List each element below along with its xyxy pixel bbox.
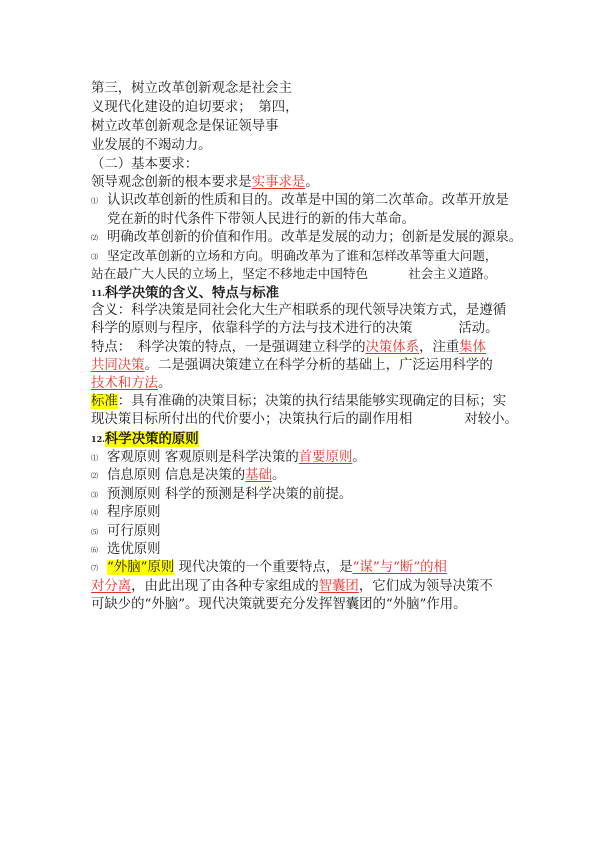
item-text: 认识改革创新的性质和目的。改革是中国的第二次革命。改革开放是	[107, 193, 509, 208]
section-12-heading	[91, 430, 199, 450]
principle-text: 现代决策的一个重要特点，是	[174, 560, 353, 575]
principle-3	[91, 486, 352, 505]
root-requirement-end: 。	[305, 175, 319, 190]
principle-number: ⑹	[91, 546, 98, 554]
intro-line-4: 业发展的不竭动力。	[91, 138, 212, 153]
features-line-1	[91, 339, 486, 358]
principle-key-separation: “谋”与“断”的相	[352, 560, 447, 575]
item-cont-b: 社会主义道路。	[408, 266, 497, 281]
standard-line-1	[91, 393, 506, 412]
principle-text: 信息原则 信息是决策的	[107, 468, 246, 483]
item-number: ⑵	[91, 234, 98, 242]
requirement-item-3	[91, 247, 497, 267]
standard-end: 对较小。	[464, 412, 518, 427]
principle-text: 预测原则 科学的预测是科学决策的前提。	[107, 487, 353, 502]
features-key-collective: 集体	[459, 340, 487, 355]
intro-line-3: 树立改革创新观念是保证领导事	[91, 119, 279, 134]
principle-7	[91, 559, 447, 578]
item-text: 坚定改革创新的立场和方向。明确改革为了谁和怎样改革等重大问题，	[107, 248, 498, 263]
principle-key-think-tank: 智囊团	[318, 579, 359, 594]
section-11-heading	[91, 284, 279, 304]
requirement-item-1-cont: 党在新的时代条件下带领人民进行的新的伟大革命。	[107, 212, 415, 227]
root-requirement-key: 实事求是	[251, 175, 306, 190]
standard-text-2: 现决策目标所付出的代价要小；决策执行后的副作用相	[91, 412, 413, 427]
item-cont-a: 站在最广大人民的立场上，坚定不移地走中国特色	[91, 266, 369, 281]
features-text-2: ，注重	[419, 340, 460, 355]
principle-end: 。	[271, 468, 286, 483]
principle-end: 。	[352, 450, 366, 465]
principle-5	[91, 523, 161, 542]
section-number: 12.	[91, 434, 105, 444]
principle-6	[91, 541, 161, 560]
features-text: 特点： 科学决策的特点，一是强调建立科学的	[91, 340, 366, 355]
principle-text: 选优原则	[107, 542, 161, 557]
definition-line-2	[91, 320, 499, 339]
requirement-item-3-cont	[91, 265, 496, 284]
principle-number: ⑸	[91, 528, 98, 536]
intro-line-2: 义现代化建设的迫切要求； 第四，	[91, 100, 299, 115]
principle-text: 程序原则	[107, 505, 161, 520]
item-number: ⑶	[91, 253, 98, 261]
requirement-item-1	[91, 192, 509, 211]
principle-text-2: ，由此出现了由各种专家组成的	[131, 579, 319, 594]
section-title: 科学决策的原则	[104, 431, 199, 447]
principle-number: ⑺	[91, 564, 98, 572]
principle-key: 基础	[245, 468, 272, 483]
definition-end: 活动。	[458, 321, 499, 336]
principle-number: ⑶	[91, 491, 98, 499]
root-requirement-text: 领导观念创新的根本要求是	[91, 175, 252, 190]
definition-text: 科学的原则与程序，依靠科学的方法与技术进行的决策	[91, 321, 413, 336]
section-number: 11.	[91, 288, 105, 298]
features-key-decision-system: 决策体系	[365, 340, 420, 355]
principle-7-line-2	[91, 578, 493, 597]
standard-label: 标准	[91, 394, 118, 409]
features-text-3: 。二是强调决策建立在科学分析的基础上，广泛运用科学的	[144, 358, 493, 373]
features-line-2	[91, 357, 493, 376]
item-text: 明确改革创新的价值和作用。改革是发展的动力；创新是发展的源泉。	[107, 230, 523, 245]
requirement-item-2	[91, 229, 522, 248]
features-end: 。	[157, 376, 172, 391]
principle-label: “外脑”原则	[107, 560, 175, 575]
intro-line-1: 第三，树立改革创新观念是社会主	[91, 81, 292, 96]
principle-7-line-3: 可缺少的“外脑”。现代决策就要充分发挥智囊团的“外脑”作用。	[91, 597, 467, 612]
item-number: ⑴	[91, 197, 98, 205]
principle-2	[91, 467, 285, 486]
principle-text-3: ，它们成为领导决策不	[358, 579, 493, 594]
root-requirement	[91, 174, 319, 193]
standard-text: ：具有准确的决策目标；决策的执行结果能够实现确定的目标；实	[117, 394, 507, 409]
features-key-tech-methods: 技术和方法	[91, 376, 158, 391]
basic-requirements-heading: （二）基本要求：	[91, 157, 199, 172]
principle-number: ⑴	[91, 454, 98, 462]
principle-number: ⑵	[91, 472, 98, 480]
section-title: 科学决策的含义、特点与标准	[104, 285, 279, 301]
features-line-3	[91, 375, 171, 394]
principle-key: 首要原则	[298, 450, 353, 465]
features-key-joint-decision: 共同决策	[91, 358, 145, 373]
principle-key-separation-end: 对分离	[91, 579, 132, 594]
principle-1	[91, 449, 366, 468]
standard-line-2	[91, 411, 518, 430]
principle-text: 客观原则 客观原则是科学决策的	[107, 450, 299, 465]
definition-line-1: 含义：科学决策是同社会化大生产相联系的现代领导决策方式，是遵循	[91, 303, 507, 318]
principle-number: ⑷	[91, 509, 98, 517]
principle-4	[91, 504, 161, 523]
principle-text: 可行原则	[107, 524, 161, 539]
